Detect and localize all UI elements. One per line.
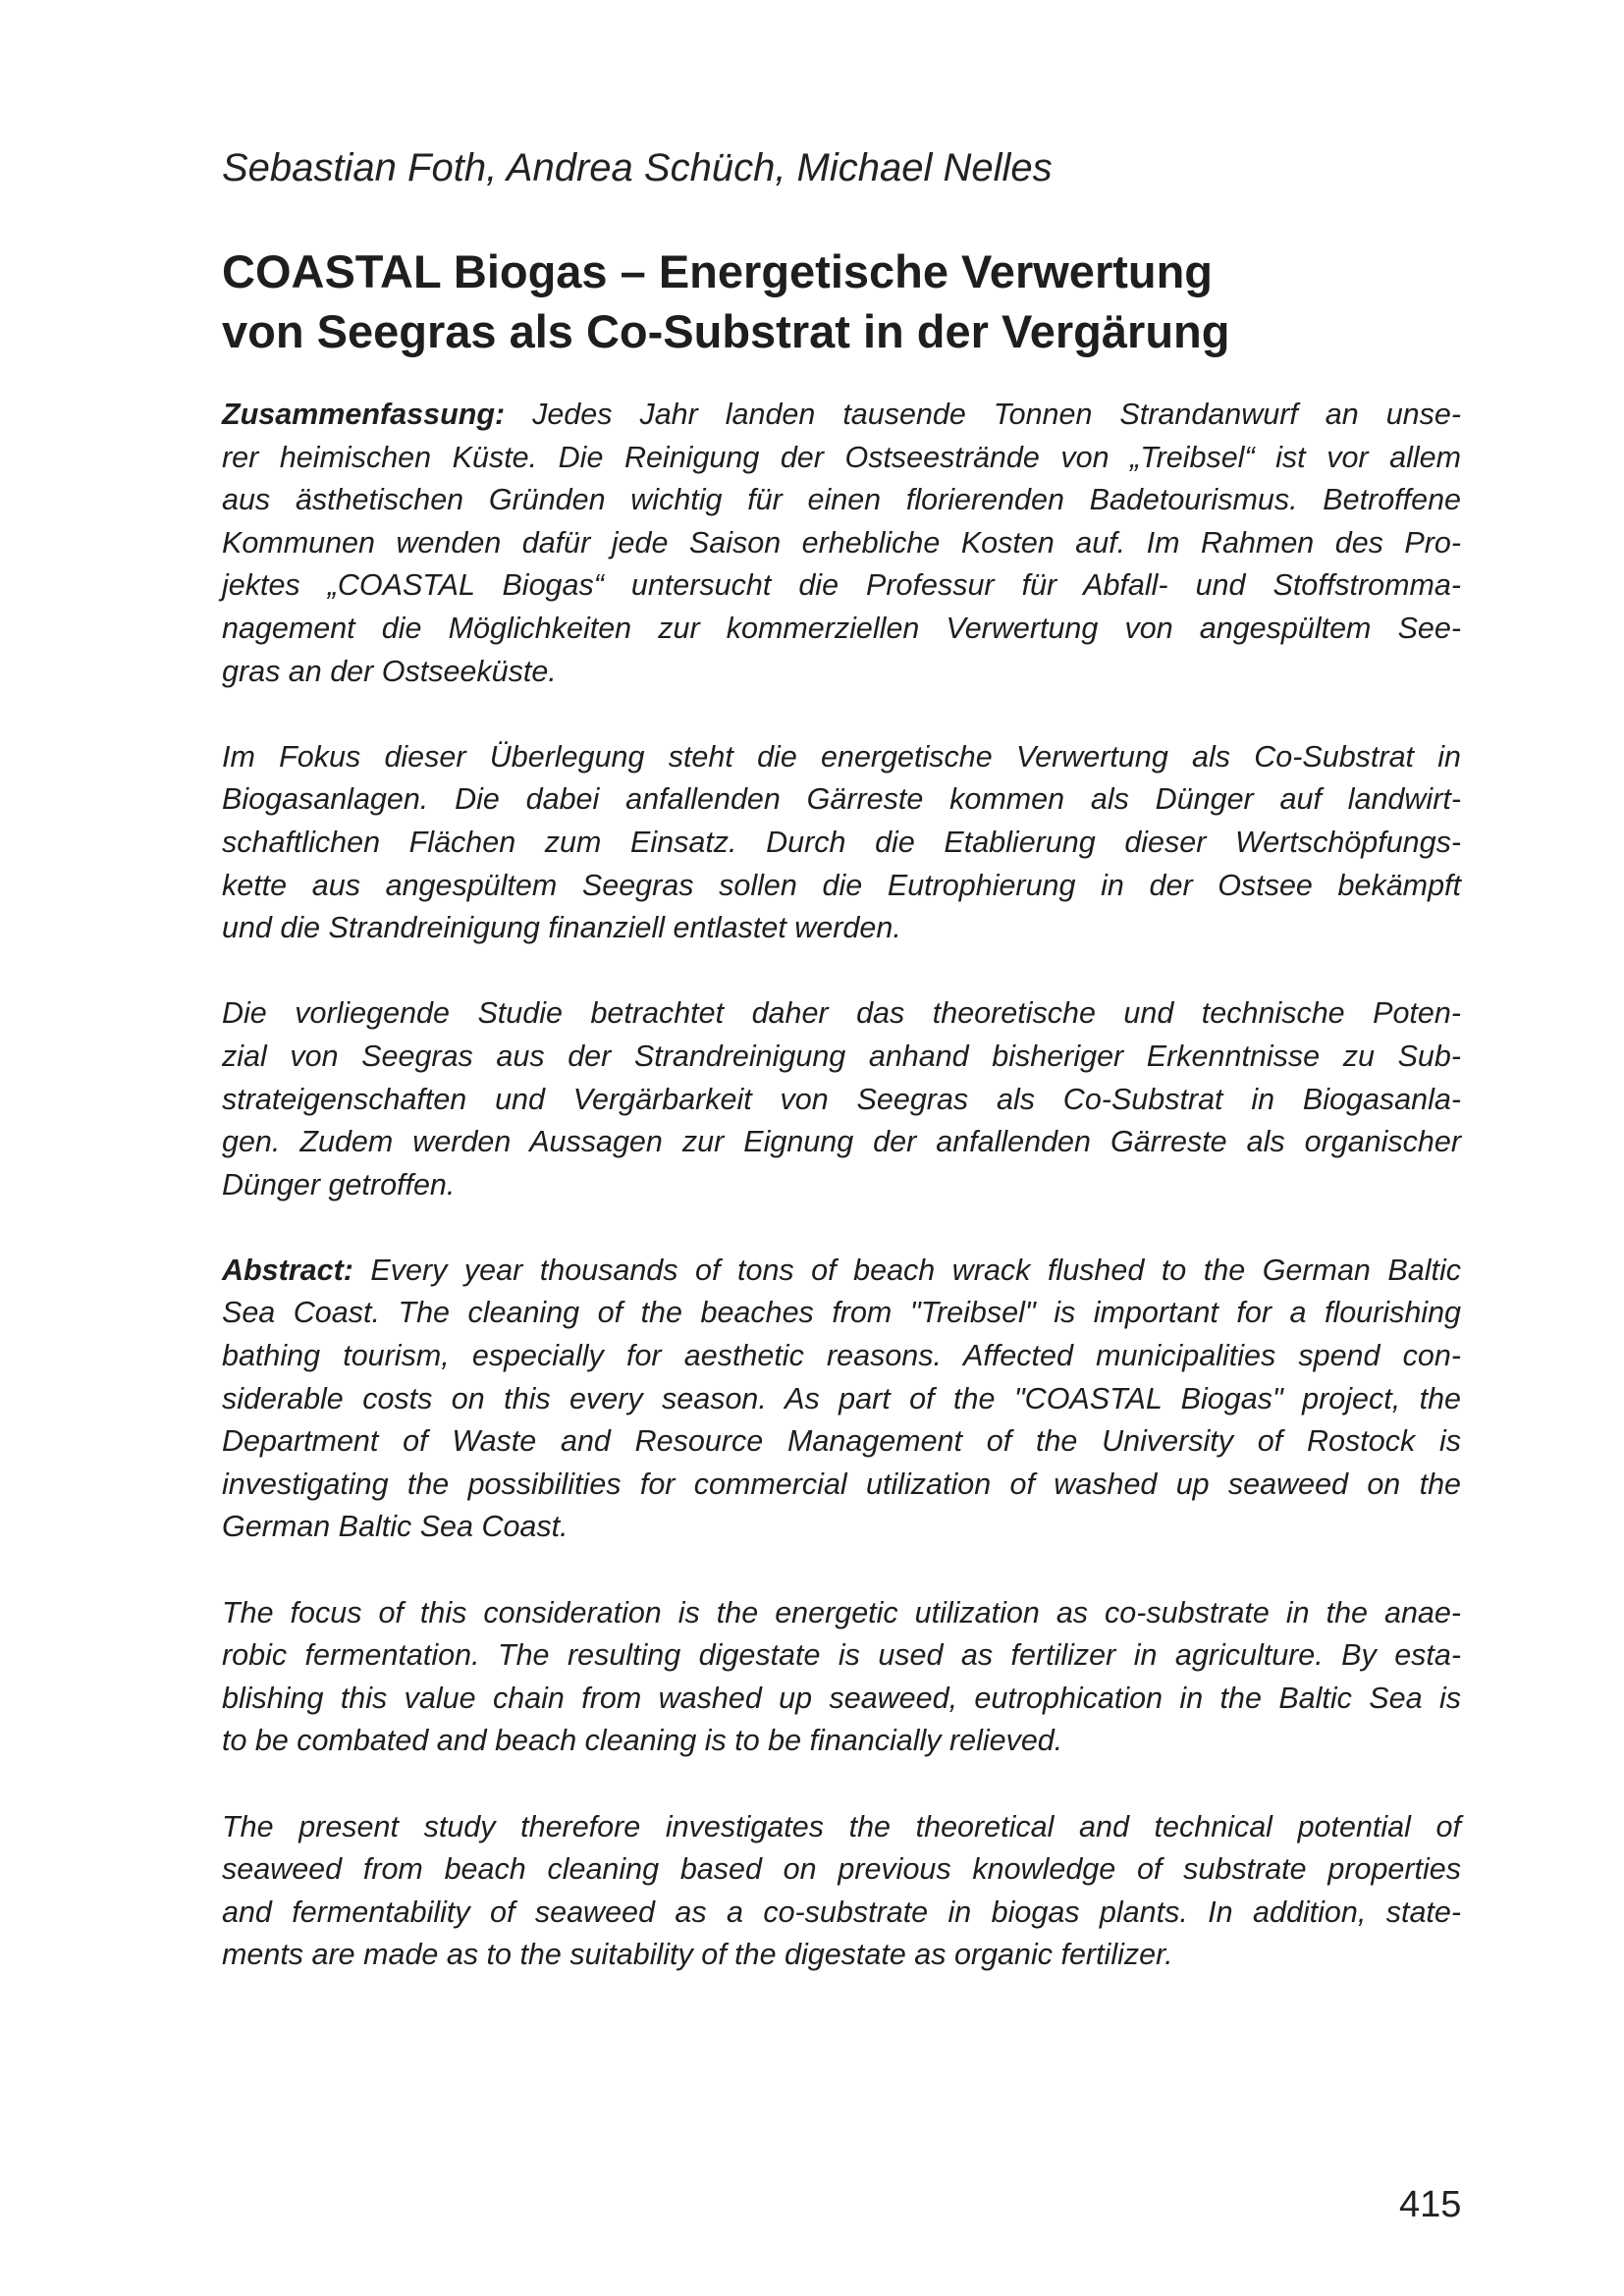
text-span: Jedes Jahr landen tausende Tonnen Strandanwurf an unse- [505, 398, 1461, 431]
text-line: Kommunen wenden dafür jede Saison erhebliche Kosten auf. Im Rahmen des Pro- [222, 525, 1461, 560]
text-line: und die Strandreinigung finanziell entlastet werden. [222, 911, 901, 945]
text-line: schaftlichen Flächen zum Einsatz. Durch die Etablierung dieser Wertschöpfungs- [222, 825, 1461, 859]
text-line: siderable costs on this every season. As part of the "COASTAL Biogas" project, the [222, 1381, 1461, 1415]
german-abstract [222, 394, 1461, 1206]
text-line: seaweed from beach cleaning based on previous knowledge of substrate properties [222, 1852, 1461, 1887]
text-span: Every year thousands of tons of beach wrack flushed to the German Baltic [352, 1253, 1461, 1287]
text-line: Biogasanlagen. Die dabei anfallenden Gärreste kommen als Dünger auf landwirt- [222, 782, 1461, 817]
title-line: von Seegras als Co-Substrat in der Vergärung [222, 305, 1230, 357]
text-line: Department of Waste and Resource Management of the University of Rostock is [222, 1424, 1461, 1459]
text-line: Sea Coast. The cleaning of the beaches from "Treibsel" is important for a flourishing [222, 1296, 1461, 1330]
text-line: jektes „COASTAL Biogas“ untersucht die Professur für Abfall- und Stoffstromma- [222, 568, 1461, 603]
abstract-label: Abstract: [222, 1253, 353, 1287]
text-line: zial von Seegras aus der Strandreinigung anhand bisheriger Erkenntnisse zu Sub- [222, 1039, 1461, 1073]
title-line: COASTAL Biogas – Energetische Verwertung [222, 245, 1214, 297]
text-line: and fermentability of seaweed as a co-substrate in biogas plants. In addition, state- [222, 1895, 1461, 1929]
text-line: The present study therefore investigates the theoretical and technical potential of [222, 1809, 1461, 1843]
english-paragraph-2 [222, 1592, 1461, 1763]
abstract-body [222, 394, 1461, 2020]
text-line: kette aus angespültem Seegras sollen die Eutrophierung in der Ostsee bekämpft [222, 868, 1461, 902]
german-paragraph-1 [222, 394, 1461, 693]
page-number: 415 [1399, 2184, 1462, 2225]
german-paragraph-2 [222, 736, 1461, 950]
zusammenfassung-label: Zusammenfassung: [222, 398, 506, 431]
text-line: bathing tourism, especially for aesthetic reasons. Affected municipalities spend con- [222, 1339, 1461, 1373]
text-line: rer heimischen Küste. Die Reinigung der Ostseestrände von „Treibsel“ ist vor allem [222, 440, 1461, 474]
paper-title [222, 241, 1229, 361]
text-line: nagement die Möglichkeiten zur kommerziellen Verwertung von angespültem See- [222, 611, 1461, 645]
english-paragraph-1 [222, 1250, 1461, 1549]
english-paragraph-3 [222, 1806, 1461, 1977]
text-line: The focus of this consideration is the energetic utilization as co-substrate in the anae- [222, 1595, 1461, 1629]
german-paragraph-3 [222, 992, 1461, 1206]
text-line: German Baltic Sea Coast. [222, 1510, 568, 1544]
text-line [222, 394, 1461, 437]
text-line: Dünger getroffen. [222, 1167, 456, 1201]
author-list: Sebastian Foth, Andrea Schüch, Michael Nelles [222, 146, 1053, 189]
text-line: gras an der Ostseeküste. [222, 654, 557, 688]
text-line: gen. Zudem werden Aussagen zur Eignung der anfallenden Gärreste als organischer [222, 1125, 1461, 1159]
text-line: ments are made as to the suitability of the digestate as organic fertilizer. [222, 1938, 1173, 1972]
text-line: blishing this value chain from washed up seaweed, eutrophication in the Baltic Sea is [222, 1681, 1461, 1715]
text-line: to be combated and beach cleaning is to be financially relieved. [222, 1724, 1063, 1758]
text-line: aus ästhetischen Gründen wichtig für einen florierenden Badetourismus. Betroffene [222, 483, 1461, 517]
text-line: strateigenschaften und Vergärbarkeit von Seegras als Co-Substrat in Biogasanla- [222, 1082, 1461, 1116]
text-line: robic fermentation. The resulting digestate is used as fertilizer in agriculture. By esta- [222, 1638, 1461, 1673]
english-abstract [222, 1250, 1461, 1977]
text-line [222, 1250, 1461, 1293]
text-line: Die vorliegende Studie betrachtet daher das theoretische und technische Poten- [222, 996, 1461, 1031]
text-line: Im Fokus dieser Überlegung steht die energetische Verwertung als Co-Substrat in [222, 739, 1461, 774]
text-line: investigating the possibilities for commercial utilization of washed up seaweed on the [222, 1467, 1461, 1501]
